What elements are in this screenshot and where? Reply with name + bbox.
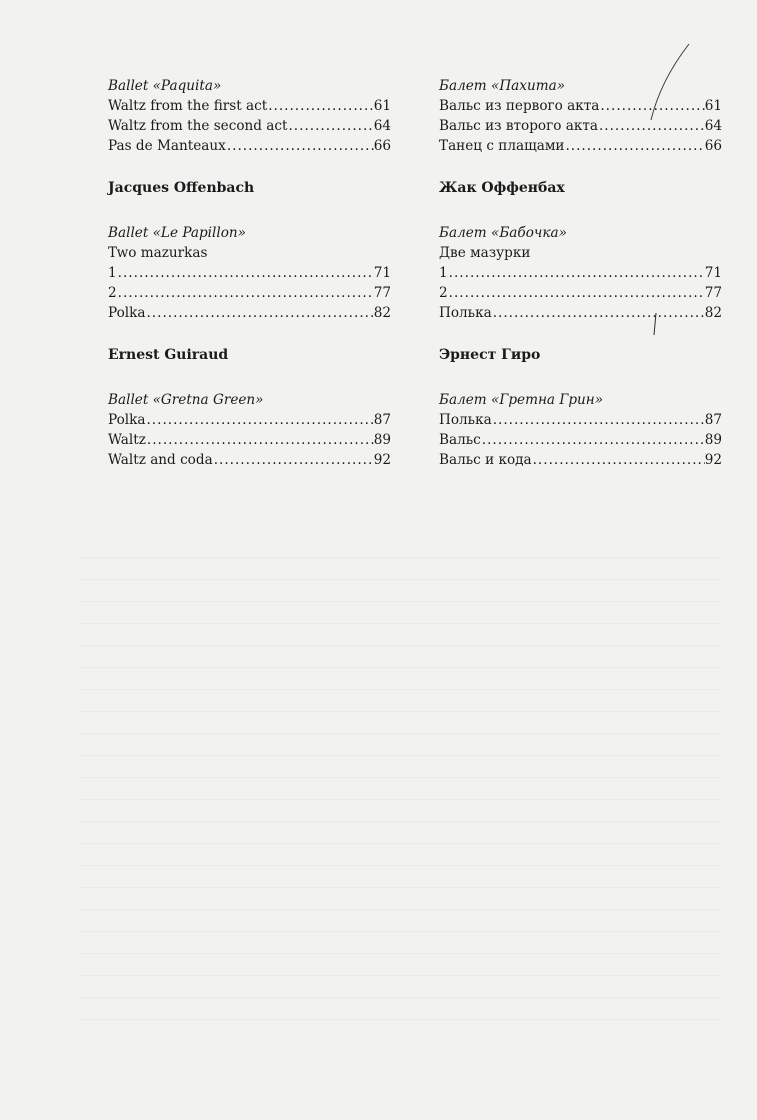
dot-leader [146,430,374,450]
ballet-title: Ballet «Le Papillon» [108,225,246,241]
entry-page: 82 [373,305,391,321]
dot-leader [492,303,705,323]
toc-entry[interactable] [439,283,722,303]
entry-page: 87 [704,412,722,428]
entry-label: Waltz from the second act [108,118,288,134]
toc-entry[interactable] [108,136,391,156]
entry-page: 71 [373,265,391,281]
dot-leader [117,283,374,303]
entry-page: 66 [373,138,391,154]
entry-page: 61 [704,98,722,114]
subsection-label: Two mazurkas [108,245,208,261]
dot-leader [287,116,373,136]
entry-label: Waltz [108,432,146,448]
entry-page: 71 [704,265,722,281]
dot-leader [117,263,374,283]
entry-page: 89 [373,432,391,448]
toc-entry[interactable] [108,96,391,116]
dot-leader [481,430,705,450]
entry-label: Pas de Manteaux [108,138,226,154]
dot-leader [213,450,374,470]
entry-label: Waltz and coda [108,452,213,468]
entry-label: Вальс и кода [439,452,532,468]
dot-leader [267,96,373,116]
contents-column-english [108,76,391,470]
entry-label: Танец с плащами [439,138,565,154]
composer-heading: Ernest Guiraud [108,347,229,363]
entry-page: 66 [704,138,722,154]
entry-page: 92 [373,452,391,468]
entry-label: Полька [439,305,492,321]
dot-leader [448,263,705,283]
dot-leader [492,410,705,430]
dot-leader [532,450,705,470]
entry-label: 1 [439,265,448,281]
toc-entry[interactable] [108,430,391,450]
entry-page: 61 [373,98,391,114]
toc-entry[interactable] [108,263,391,283]
toc-entry[interactable] [108,116,391,136]
dot-leader [448,283,705,303]
entry-page: 89 [704,432,722,448]
entry-label: Polka [108,305,146,321]
ballet-title: Ballet «Paquita» [108,78,222,94]
composer-heading: Jacques Offenbach [108,180,255,196]
entry-page: 64 [373,118,391,134]
toc-entry[interactable] [439,303,722,323]
entry-label: 1 [108,265,117,281]
dot-leader [226,136,374,156]
entry-page: 92 [704,452,722,468]
subsection-label: Две мазурки [439,245,531,261]
toc-entry[interactable] [439,430,722,450]
toc-entry[interactable] [439,136,722,156]
toc-entry[interactable] [439,450,722,470]
entry-label: 2 [439,285,448,301]
dot-leader [145,410,373,430]
pen-tick-mark [650,312,660,336]
entry-page: 77 [704,285,722,301]
toc-entry[interactable] [439,410,722,430]
entry-page: 77 [373,285,391,301]
entry-page: 64 [704,118,722,134]
ballet-title: Балет «Бабочка» [439,225,567,241]
toc-entry[interactable] [108,450,391,470]
toc-entry[interactable] [108,283,391,303]
entry-label: Вальс из первого акта [439,98,600,114]
entry-page: 87 [373,412,391,428]
entry-label: Вальс [439,432,481,448]
ballet-title: Балет «Гретна Грин» [439,392,604,408]
entry-label: Polka [108,412,146,428]
contents-column-russian [439,76,722,470]
toc-entry[interactable] [108,410,391,430]
entry-label: 2 [108,285,117,301]
composer-heading: Эрнест Гиро [439,347,541,363]
ballet-title: Балет «Пахита» [439,78,566,94]
toc-entry[interactable] [108,303,391,323]
entry-label: Waltz from the first act [108,98,268,114]
bleed-through-shading [80,540,720,1020]
entry-label: Полька [439,412,492,428]
entry-page: 82 [704,305,722,321]
dot-leader [145,303,373,323]
ballet-title: Ballet «Gretna Green» [108,392,264,408]
pen-stroke-mark [645,42,705,122]
toc-entry[interactable] [439,263,722,283]
entry-label: Вальс из второго акта [439,118,598,134]
composer-heading: Жак Оффенбах [439,180,565,196]
dot-leader [564,136,704,156]
